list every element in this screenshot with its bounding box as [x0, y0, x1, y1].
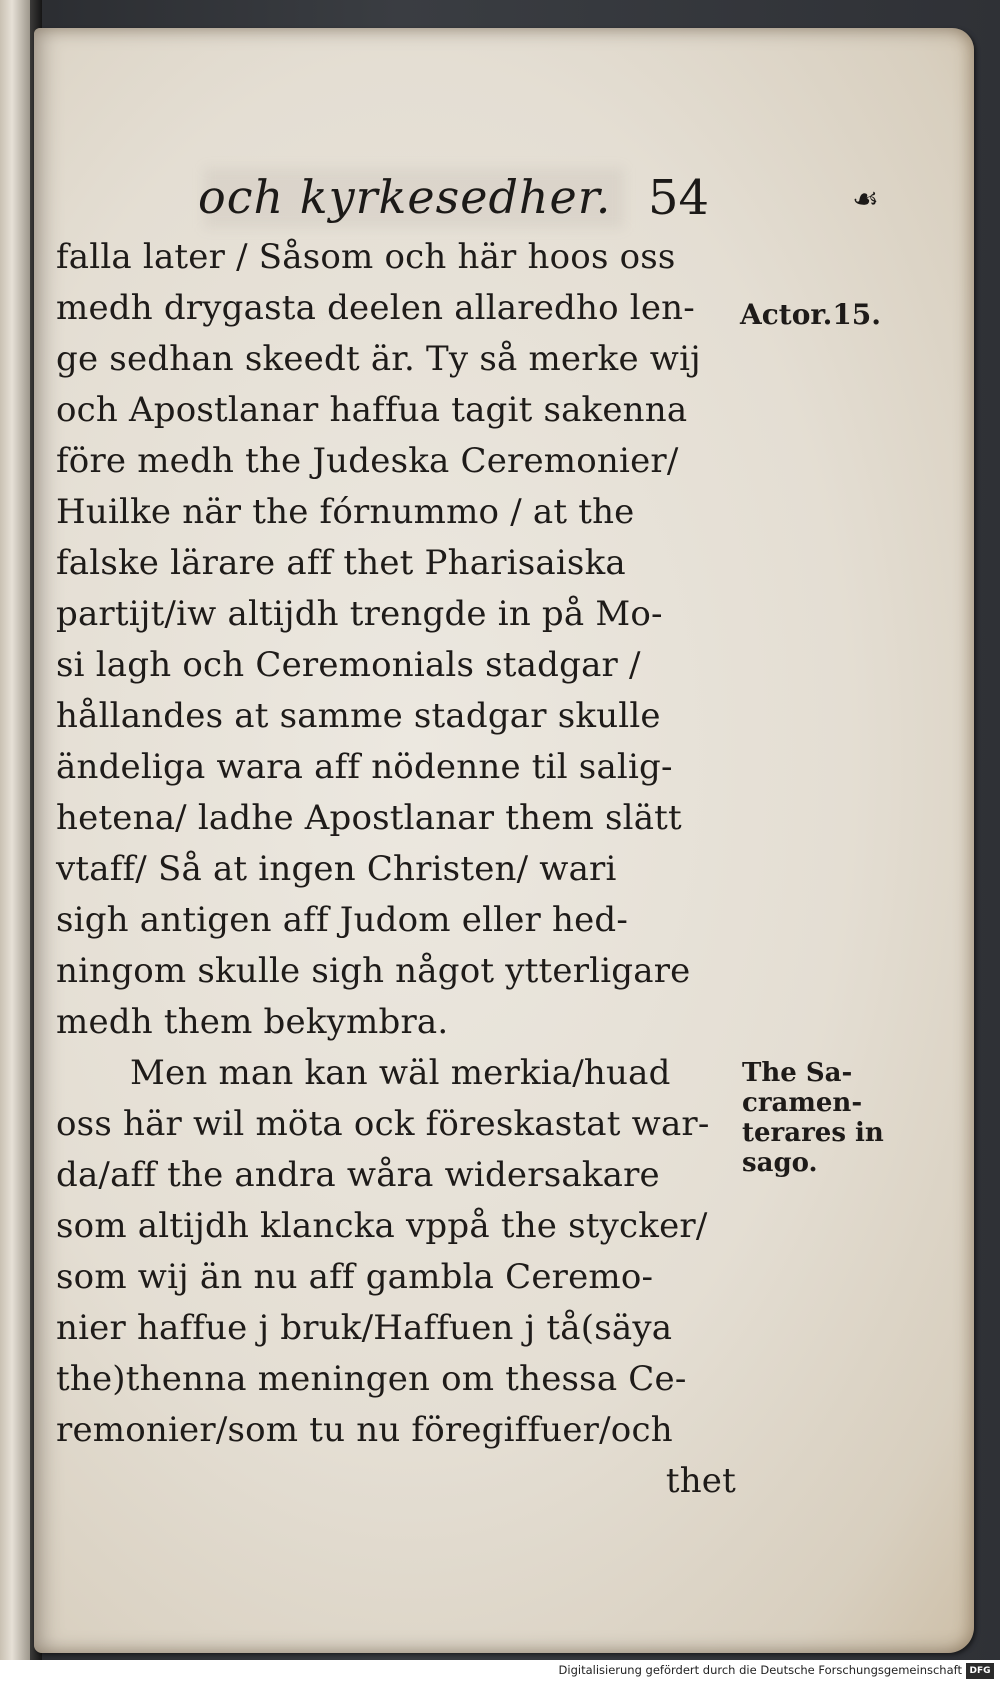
text-line: si lagh och Ceremonials stadgar /	[56, 645, 641, 685]
margin-note-line: The Sa-	[742, 1058, 853, 1088]
page-number: 54	[648, 170, 710, 226]
text-line: och Apostlanar haffua tagit sakenna	[56, 390, 688, 430]
catchword: thet	[665, 1461, 736, 1501]
text-line: hållandes at samme stadgar skulle	[56, 696, 661, 736]
text-line: oss här wil möta ock föreskastat war-	[56, 1104, 710, 1144]
text-line: remonier/som tu nu föregiffuer/och	[56, 1410, 673, 1450]
text-line: falla later / Såsom och här hoos oss	[56, 237, 676, 277]
margin-note-line: cramen-	[742, 1088, 863, 1118]
text-line: falske lärare aff thet Pharisaiska	[56, 543, 626, 583]
margin-note-actor: Actor.15.	[740, 298, 882, 331]
text-line: nier haffue j bruk/Haffuen j tå(säya	[56, 1308, 673, 1348]
book-binding-edge	[0, 0, 30, 1660]
text-line: medh drygasta deelen allaredho len-	[56, 288, 695, 328]
text-line: sigh antigen aff Judom eller hed-	[56, 900, 629, 940]
page-header	[0, 170, 1000, 230]
paragraph-start-line: Men man kan wäl merkia/huad	[130, 1053, 671, 1093]
text-line: före medh the Judeska Ceremonier/	[56, 441, 679, 481]
margin-note-line: terares in	[742, 1118, 884, 1148]
body-text	[56, 232, 736, 1507]
dfg-logo: DFG	[966, 1663, 994, 1679]
text-line: hetena/ ladhe Apostlanar them slätt	[56, 798, 682, 838]
text-line: ningom skulle sigh något ytterligare	[56, 951, 691, 991]
text-line: som wij än nu aff gambla Ceremo-	[56, 1257, 654, 1297]
text-line: medh them bekymbra.	[56, 1002, 449, 1042]
funding-credit: Digitalisierung gefördert durch die Deutsche Forschungsgemeinschaft	[558, 1663, 962, 1677]
text-line: the)thenna meningen om thessa Ce-	[56, 1359, 687, 1399]
printer-ornament-icon: ☙	[852, 182, 879, 217]
text-line: ge sedhan skeedt är. Ty så merke wij	[56, 339, 701, 379]
text-line: da/aff the andra wåra widersakare	[56, 1155, 660, 1195]
footer-bar	[0, 1660, 1000, 1684]
margin-note-sacramenterares	[742, 1058, 884, 1178]
text-line: vtaff/ Så at ingen Christen/ wari	[56, 849, 617, 889]
text-line: partijt/iw altijdh trengde in på Mo-	[56, 594, 663, 634]
running-title: och kyrkesedher.	[198, 170, 612, 224]
text-line: som altijdh klancka vppå the stycker/	[56, 1206, 708, 1246]
text-line: ändeliga wara aff nödenne til salig-	[56, 747, 673, 787]
text-line: Huilke när the fórnummo / at the	[56, 492, 635, 532]
margin-note-line: sago.	[742, 1148, 818, 1178]
